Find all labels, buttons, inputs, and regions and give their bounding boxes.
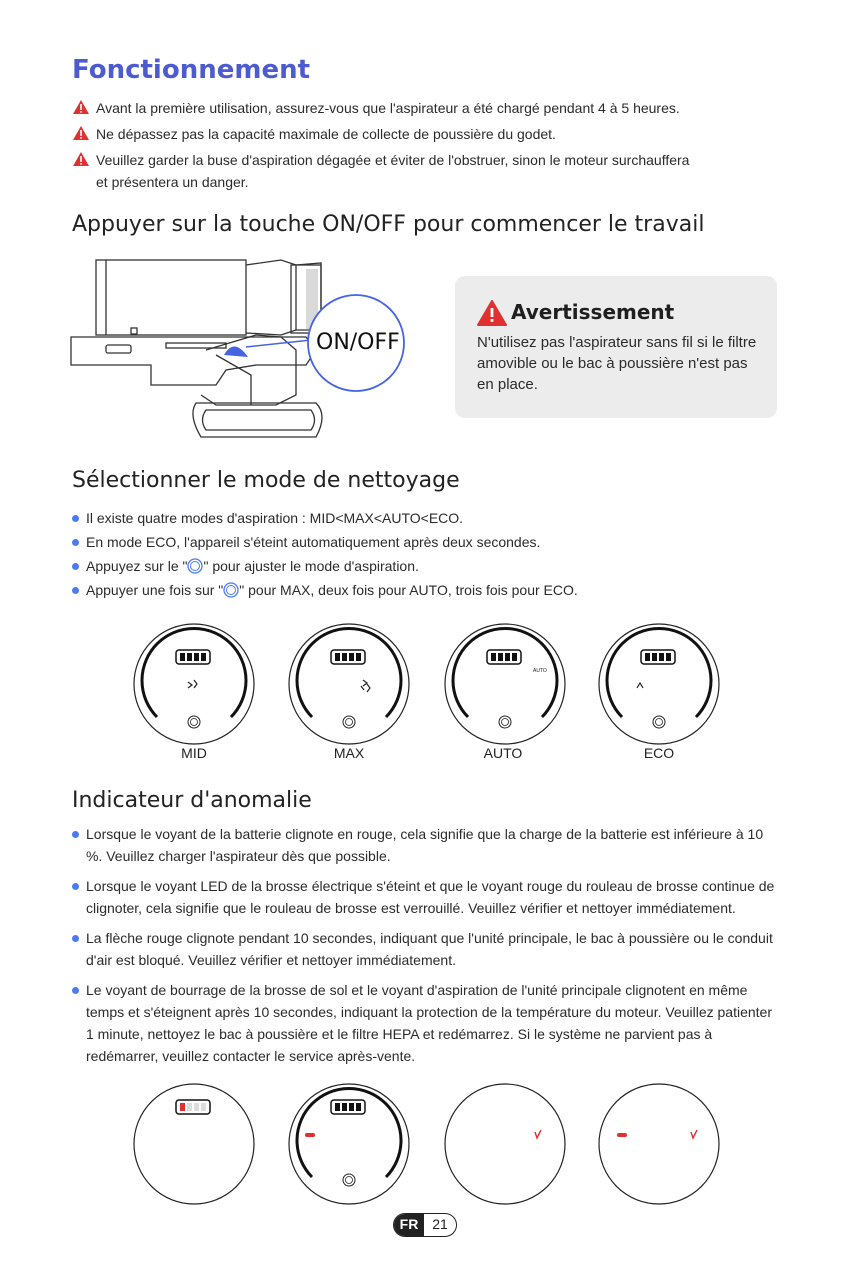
mode-label: AUTO — [483, 745, 523, 761]
warning-title: Avertissement — [511, 300, 675, 324]
list-item: Appuyez sur le " " pour ajuster le mode d'aspiration. — [72, 555, 782, 577]
section-heading-modes: Sélectionner le mode de nettoyage — [72, 468, 460, 493]
mode-button-icon — [187, 558, 203, 574]
warning-icon — [72, 151, 90, 167]
section-heading-power: Appuyer sur la touche ON/OFF pour commencer le travail — [72, 212, 705, 237]
anomaly-dial-blocked — [443, 1082, 567, 1206]
list-item: Le voyant de bourrage de la brosse de sol et le voyant d'aspiration de l'unité principale clignotent en même temps et s'éteignent après 10 secondes, indiquant la protection de la température du moteur. Veuillez patienter 1 minute, nettoyez le bac à poussière et le filtre HEPA et redémarrez. Si le système ne parvient pas à redémarrer, veuillez contacter le service après-vente. — [72, 979, 777, 1067]
warning-line: Avant la première utilisation, assurez-vous que l'aspirateur a été chargé pendant 4 à 5 heures. — [72, 97, 782, 119]
mode-button-icon — [223, 582, 239, 598]
anomaly-dial-overheat — [597, 1082, 721, 1206]
mode-dial-auto — [443, 622, 567, 746]
anomaly-dial-brush — [287, 1082, 411, 1206]
page-number: 21 — [432, 1216, 448, 1232]
mode-dial-max — [287, 622, 411, 746]
warning-icon — [477, 300, 507, 326]
list-item: En mode ECO, l'appareil s'éteint automatiquement après deux secondes. — [72, 531, 782, 553]
mode-label: ECO — [643, 745, 675, 761]
mode-label: MAX — [333, 745, 365, 761]
warning-icon — [72, 99, 90, 115]
warning-line: Veuillez garder la buse d'aspiration dégagée et éviter de l'obstruer, sinon le moteur surchauffera et présentera un danger. — [72, 149, 782, 193]
on-off-callout: ON/OFF — [316, 330, 400, 355]
anomaly-bullet-list — [72, 823, 777, 1075]
mode-label: MID — [181, 745, 207, 761]
mode-dial-eco — [597, 622, 721, 746]
warning-icon — [72, 125, 90, 141]
list-item: Il existe quatre modes d'aspiration : MID<MAX<AUTO<ECO. — [72, 507, 782, 529]
warning-line: Ne dépassez pas la capacité maximale de collecte de poussière du godet. — [72, 123, 782, 145]
language-tag: FR — [394, 1214, 424, 1236]
section-heading-anomaly: Indicateur d'anomalie — [72, 788, 312, 813]
list-item: La flèche rouge clignote pendant 10 secondes, indiquant que l'unité principale, le bac à poussière ou le conduit d'air est bloqué. Veuillez vérifier et nettoyer immédiatement. — [72, 927, 777, 971]
modes-bullet-list — [72, 507, 782, 603]
list-item: Appuyer une fois sur " " pour MAX, deux fois pour AUTO, trois fois pour ECO. — [72, 579, 782, 601]
anomaly-dial-battery — [132, 1082, 256, 1206]
warning-text: N'utilisez pas l'aspirateur sans fil si le filtre amovible ou le bac à poussière n'est pas en place. — [477, 334, 757, 393]
list-item: Lorsque le voyant LED de la brosse électrique s'éteint et que le voyant rouge du rouleau de brosse continue de clignoter, cela signifie que le rouleau de brosse est verrouillé. Veuillez vérifier et nettoyer immédiatement. — [72, 875, 777, 919]
mode-dial-mid — [132, 622, 256, 746]
page-number-badge — [393, 1213, 457, 1237]
page-title: Fonctionnement — [72, 55, 311, 85]
list-item: Lorsque le voyant de la batterie clignote en rouge, cela signifie que la charge de la batterie est inférieure à 10 %. Veuillez charger l'aspirateur dès que possible. — [72, 823, 777, 867]
warning-box — [455, 276, 777, 418]
auto-tag: AUTO — [533, 668, 547, 674]
